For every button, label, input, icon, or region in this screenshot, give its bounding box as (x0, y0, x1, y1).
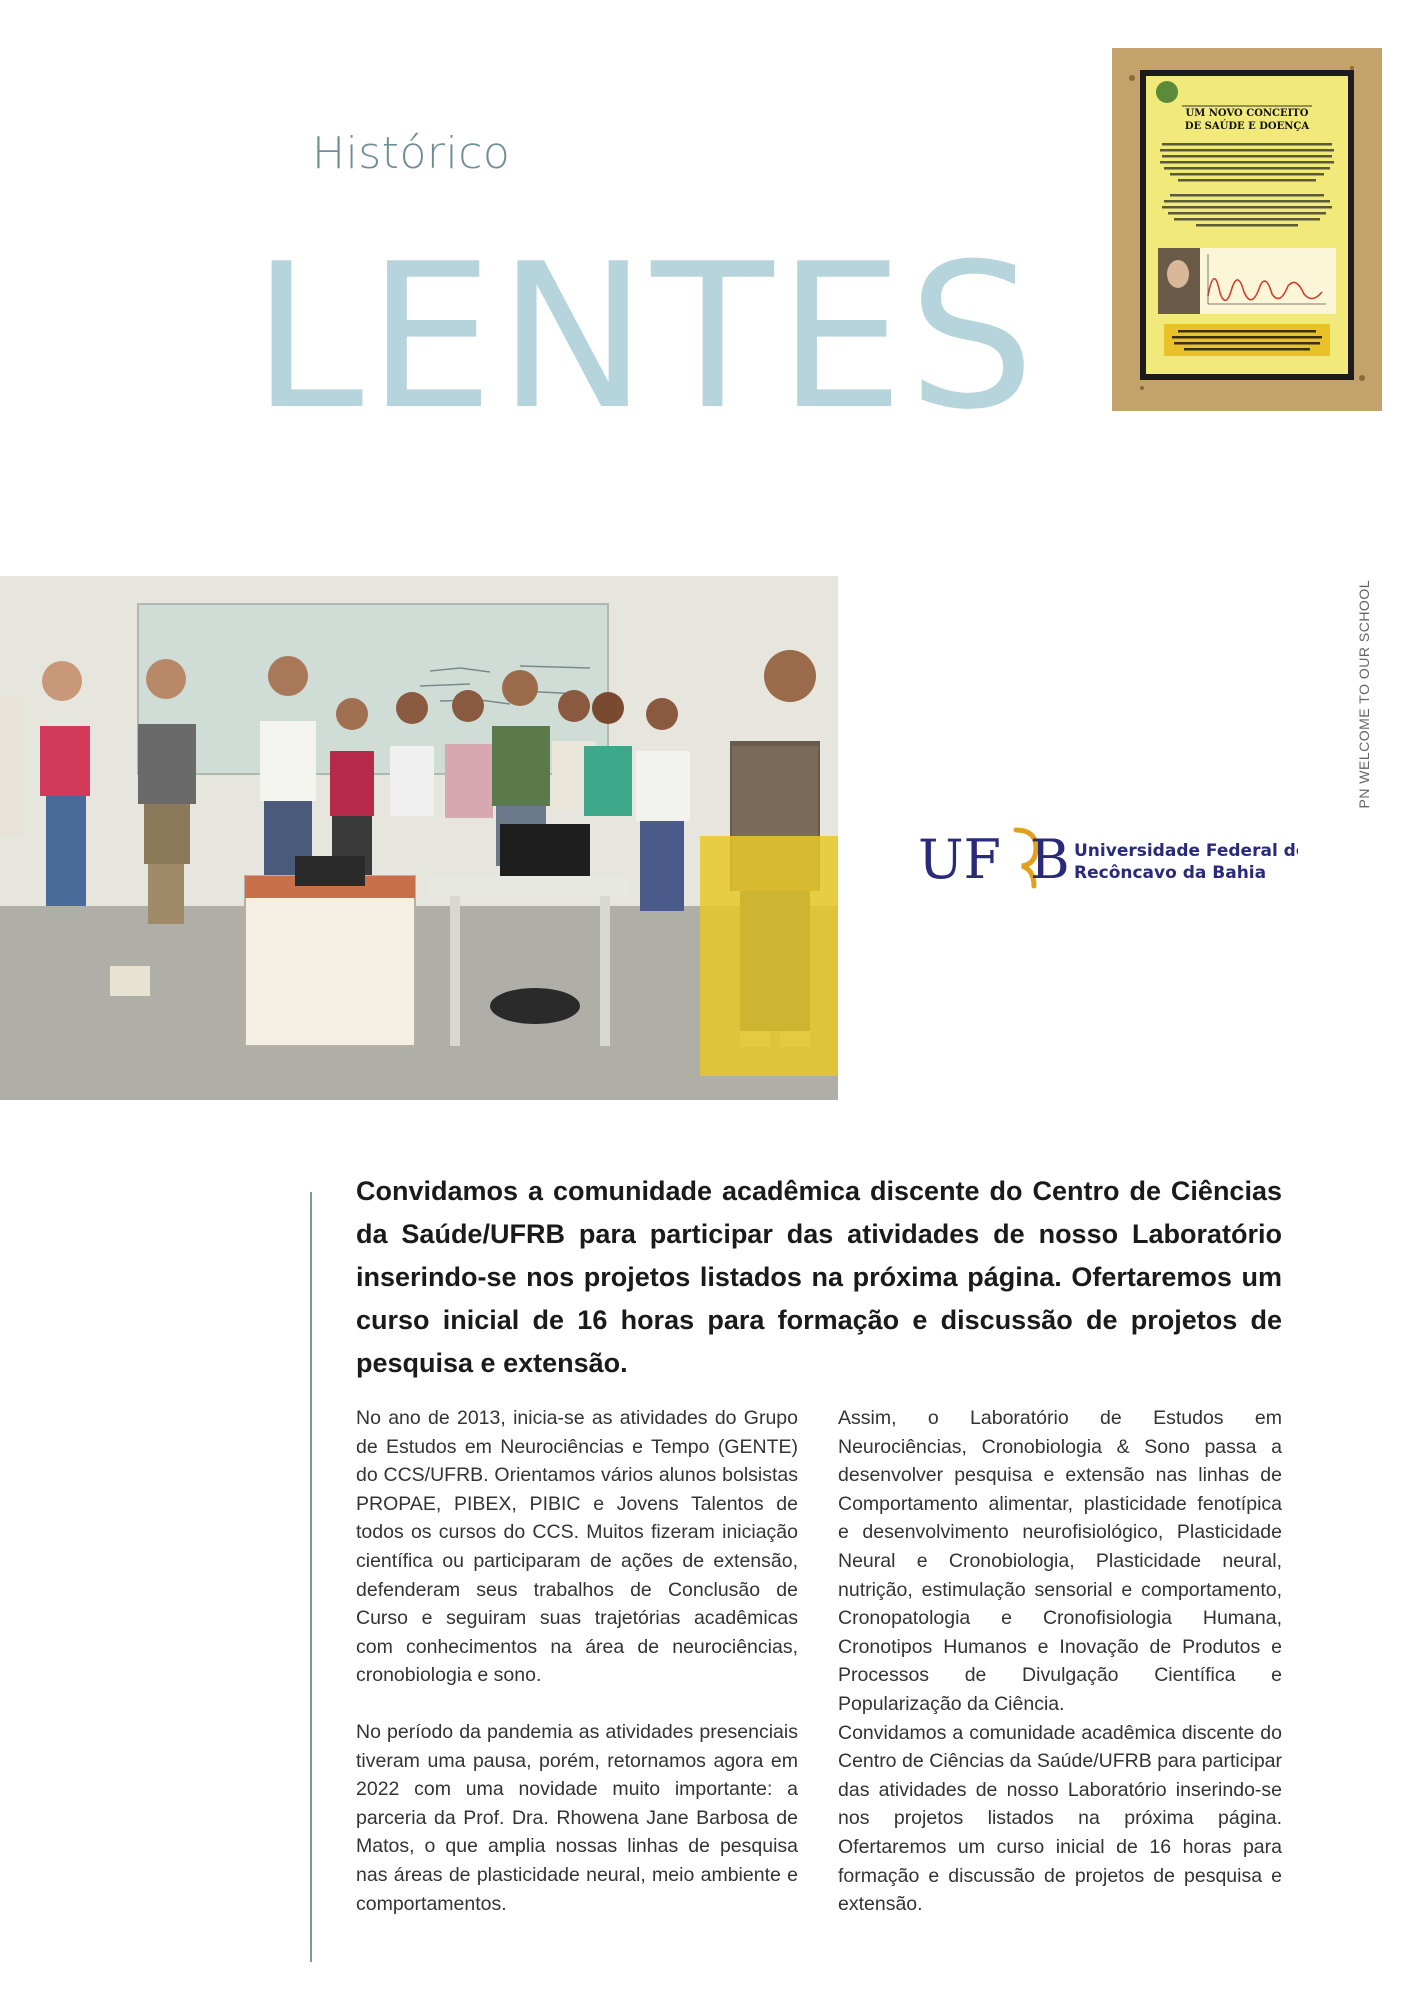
ufrb-logo (918, 820, 1298, 900)
column-right-paragraph-1: Assim, o Laboratório de Estudos em Neurociências, Cronobiologia & Sono passa a desenvolver pesquisa e extensão nas linhas de Comportamento alimentar, plasticidade fenotípica e desenvolvimento neurofisiológico, Plasticidade Neural e Cronobiologia, Plasticidade neural, nutrição, estimulação sensorial e comportamento, Cronopatologia e Cronofisiologia Humana, Cronotipos Humanos e Inovação de Produtos e Processos de Divulgação Científica e Popularização da Ciência. (838, 1407, 1282, 1715)
column-left-paragraph-2: No período da pandemia as atividades presenciais tiveram uma pausa, porém, retornamos agora em 2022 com uma novidade muito importante: a parceria da Prof. Dra. Rhowena Jane Barbosa de Matos, o que amplia nossas linhas de pesquisa nas áreas de plasticidade neural, meio ambiente e comportamentos. (356, 1720, 798, 1915)
logo-letters-uf: UF (918, 828, 1001, 891)
logo-letter-b: B (1030, 828, 1070, 891)
logo-line-1: Universidade Federal do (1074, 841, 1298, 861)
side-label-text: WELCOME TO OUR SCHOOL (1356, 580, 1372, 784)
column-right-paragraph-2: Convidamos a comunidade acadêmica discente do Centro de Ciências da Saúde/UFRB para participar das atividades de nosso Laboratório inserindo-se nos projetos listados na próxima página. Ofertaremos um curso inicial de 16 horas para formação e discussão de projetos de pesquisa e extensão. (838, 1721, 1282, 1916)
poster-title-1: UM NOVO CONCEITO (1185, 108, 1309, 119)
poster-photo (1112, 48, 1382, 411)
logo-line-2: Recôncavo da Bahia (1074, 863, 1267, 883)
column-left (356, 1404, 798, 1946)
sidebar-rule (310, 1192, 312, 1962)
side-label (1356, 580, 1386, 820)
column-left-paragraph-1: No ano de 2013, inicia-se as atividades do Grupo de Estudos em Neurociências e Tempo (GENTE) do CCS/UFRB. Orientamos vários alunos bolsistas PROPAE, PIBEX, PIBIC e Jovens Talentos de todos os cursos do CCS. Muitos fizeram iniciação científica ou participaram de ações de extensão, defenderam seus trabalhos de Conclusão de Curso e seguiram suas trajetórias acadêmicas com conhecimentos na área de neurociências, cronobiologia e sono. (356, 1407, 798, 1687)
column-right (838, 1404, 1282, 1919)
classroom-photo (0, 576, 838, 1100)
poster-title-2: DE SAÚDE E DOENÇA (1184, 121, 1310, 132)
section-subtitle: Histórico (312, 128, 511, 179)
page-title: LENTES (252, 221, 1039, 454)
lead-paragraph: Convidamos a comunidade acadêmica discente do Centro de Ciências da Saúde/UFRB para participar das atividades de nosso Laboratório inserindo-se nos projetos listados na próxima página. Ofertaremos um curso inicial de 16 horas para formação e discussão de projetos de pesquisa e extensão. (356, 1176, 1282, 1378)
side-label-initials: PN (1356, 788, 1372, 809)
